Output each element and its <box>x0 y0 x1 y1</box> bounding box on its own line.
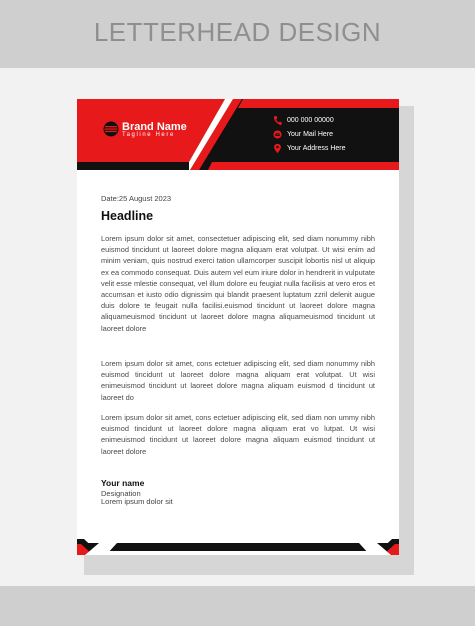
contact-address-text: Your Address Here <box>287 145 346 152</box>
signature-extra: Lorem ipsum dolor sit <box>101 497 173 506</box>
body-paragraph-3: Lorem ipsum dolor sit amet, cons ectetuer adipiscing elit, sed diam non ummy nibh euismod tincidunt ut laoreet dolore magna aliquam erat vo lutpat. Ut wisi enimeuismod tincidunt ut laoreet dolore magna aliquam euismod tincidunt ut laoreet dolore <box>101 413 375 456</box>
letterhead-page <box>77 99 399 555</box>
location-pin-icon <box>273 143 282 154</box>
top-banner <box>0 0 475 68</box>
bottom-banner <box>0 586 475 626</box>
banner-title: LETTERHEAD DESIGN <box>93 17 382 47</box>
body-paragraph-2: Lorem ipsum dolor sit amet, cons ectetuer adipiscing elit, sed diam nonummy nibh euismod tincidunt ut laoreet dolore magna aliquam erat volutpat. Ut wisi enimeuismod tincidunt ut laoreet dolore magna aliquam euismod d tincidunt ut laoreet do <box>101 359 375 402</box>
brand-tagline: Tagline Here <box>122 132 175 138</box>
letter-headline: Headline <box>101 209 154 223</box>
brand-logo-icon <box>103 121 119 137</box>
brand-name: Brand Name <box>122 121 187 133</box>
contact-address <box>273 143 346 154</box>
phone-icon <box>273 115 282 126</box>
body-paragraph-1: Lorem ipsum dolor sit amet, consectetuer adipiscing elit, sed diam nonummy nibh euismod tincidunt ut laoreet dolore magna aliquam erat volutpat. Ut wisi enim ad minim veniam, quis nostrud exerci tation ullamcorper suscipit lobortis nisl ut aliquip ex ea commodo consequat. Duis autem vel eum iriure dolor in hendrerit in vulputate velit esse mlestie consequat, vel illum dolore eu feugiat nulla facilisis at vero eros et accumsan et iusto odio dignissim qui blandit praesent luptatum zzril delenit augue duis dolore te feugait nulla facilisi.euismod tincidunt ut laoreet dolore magna aliquameuismod tincidunt ut laoreet dolore magna aliquameuismod tincidunt ut laoreet dolore <box>101 234 376 333</box>
mail-icon <box>273 129 282 140</box>
contact-mail <box>273 129 333 140</box>
signature-name: Your name <box>101 478 145 488</box>
signature-designation: Designation <box>101 489 141 498</box>
footer-graphic <box>77 539 399 555</box>
contact-mail-text: Your Mail Here <box>287 131 334 138</box>
contact-phone-text: 000 000 00000 <box>287 117 334 124</box>
contact-phone <box>273 115 334 126</box>
letter-date: Date:25 August 2023 <box>101 194 172 203</box>
